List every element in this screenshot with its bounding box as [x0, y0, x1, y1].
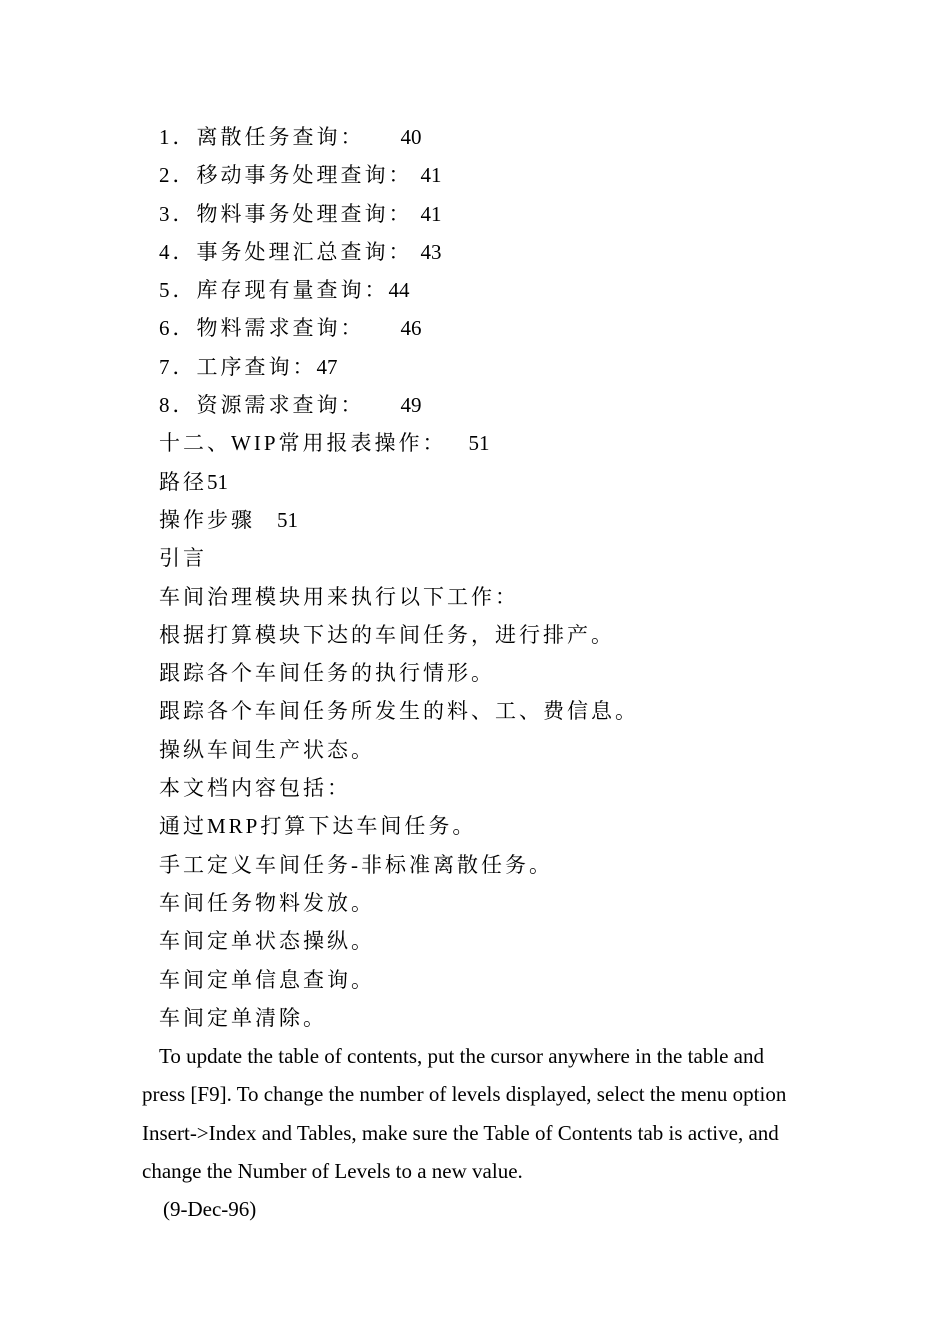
- toc-entry[interactable]: [0, 501, 950, 539]
- body-text-line: 引言: [159, 546, 207, 571]
- body-text-line: 手工定义车间任务-非标准离散任务。: [159, 852, 553, 877]
- toc-entry-page: 43: [420, 239, 442, 264]
- toc-entry-title: 路径: [159, 469, 207, 494]
- toc-update-note-line: change the Number of Levels to a new value.: [142, 1159, 523, 1184]
- toc-entry-page: 47: [316, 354, 338, 379]
- body-text-line: 操纵车间生产状态。: [159, 737, 375, 762]
- toc-entry[interactable]: [0, 386, 950, 424]
- body-text-line: 车间任务物料发放。: [159, 890, 375, 915]
- toc-entry-page: 46: [400, 316, 422, 341]
- toc-entry[interactable]: [0, 463, 950, 501]
- toc-entry-title: 7．工序查询：: [159, 354, 317, 379]
- toc-entry-page: 49: [400, 393, 422, 418]
- toc-entry[interactable]: [0, 195, 950, 233]
- body-text-line: 跟踪各个车间任务的执行情形。: [159, 661, 495, 686]
- body-text-line: 车间定单信息查询。: [159, 967, 375, 992]
- body-text-line: 跟踪各个车间任务所发生的料、工、费信息。: [159, 699, 639, 724]
- toc-entry-title: 2．移动事务处理查询：: [159, 163, 413, 188]
- toc-entry[interactable]: [0, 118, 950, 156]
- toc-update-note-line: To update the table of contents, put the cursor anywhere in the table and: [159, 1044, 764, 1069]
- toc-entry-title: 操作步骤: [159, 507, 255, 532]
- toc-entry-title: 十二、WIP常用报表操作：: [159, 431, 447, 456]
- toc-entry-page: 40: [400, 125, 422, 149]
- toc-entry-page: 51: [468, 431, 490, 456]
- body-text-line: 车间定单状态操纵。: [159, 929, 375, 954]
- body-text-line: 根据打算模块下达的车间任务，进行排产。: [159, 622, 615, 647]
- toc-entry-title: 1．离散任务查询：: [159, 125, 365, 149]
- toc-entry-page: 41: [420, 201, 442, 226]
- note-date: (9-Dec-96): [163, 1197, 257, 1222]
- toc-entry-page: 51: [207, 469, 228, 494]
- toc-entry[interactable]: [0, 233, 950, 271]
- document-page: [0, 118, 950, 1229]
- toc-entry-title: 4．事务处理汇总查询：: [159, 239, 413, 264]
- toc-entry-page: 51: [277, 507, 298, 532]
- body-text-line: 通过MRP打算下达车间任务。: [159, 814, 477, 839]
- toc-update-note-line: Insert->Index and Tables, make sure the Table of Contents tab is active, and: [142, 1120, 779, 1145]
- toc-entry-page: 41: [420, 163, 442, 188]
- toc-entry[interactable]: [0, 156, 950, 194]
- toc-entry-page: 44: [388, 278, 410, 303]
- body-text-line: 本文档内容包括：: [159, 776, 351, 801]
- toc-entry-title: 8．资源需求查询：: [159, 393, 365, 418]
- body-text-line: 车间定单清除。: [159, 1005, 327, 1030]
- body-text-line: 车间治理模块用来执行以下工作：: [159, 584, 519, 609]
- toc-entry[interactable]: [0, 271, 950, 309]
- toc-entry-title: 3．物料事务处理查询：: [159, 201, 413, 226]
- toc-entry-title: 5．库存现有量查询：: [159, 278, 389, 303]
- toc-entry[interactable]: [0, 424, 950, 462]
- toc-update-note-line: press [F9]. To change the number of levels displayed, select the menu option: [142, 1082, 787, 1107]
- toc-entry[interactable]: [0, 309, 950, 347]
- toc-entry-title: 6．物料需求查询：: [159, 316, 365, 341]
- toc-entry[interactable]: [0, 348, 950, 386]
